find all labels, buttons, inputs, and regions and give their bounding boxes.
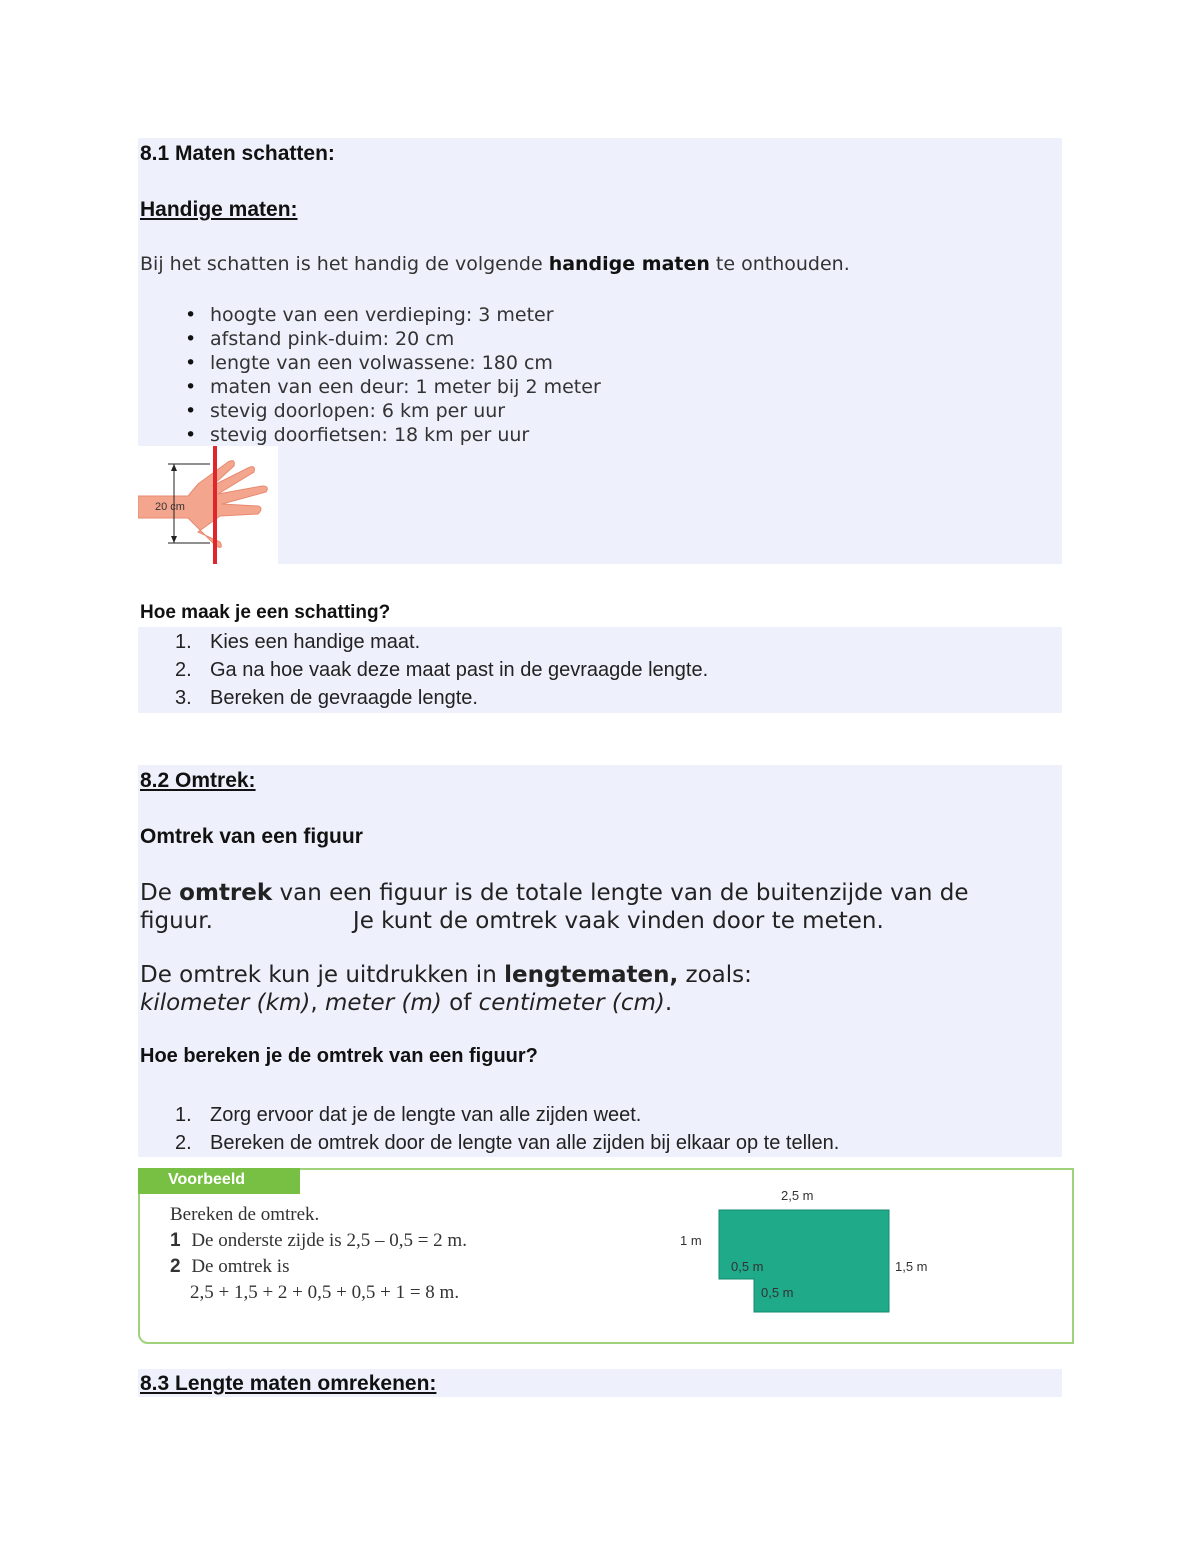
list-item: 2. Ga na hoe vaak deze maat past in de gevraagde lengte. [175, 659, 709, 681]
label-inner-2: 0,5 m [761, 1285, 794, 1300]
section-8-3-title: 8.3 Lengte maten omrekenen: [140, 1372, 437, 1395]
example-line-4: 2,5 + 1,5 + 2 + 0,5 + 0,5 + 1 = 8 m. [190, 1282, 460, 1303]
list-item: 1. Zorg ervoor dat je de lengte van alle zijden weet. [175, 1104, 642, 1126]
label-left: 1 m [680, 1233, 702, 1248]
label-top: 2,5 m [781, 1188, 814, 1203]
schatting-steps [175, 628, 708, 712]
omtrek-definition: De omtrek van een figuur is de totale lengte van de buitenzijde van de figuur. Je kunt de omtrek vaak vinden door te meten. [140, 880, 969, 934]
schatting-heading: Hoe maak je een schatting? [140, 602, 391, 623]
lengtematen-paragraph: De omtrek kun je uitdrukken in lengtematen, zoals: kilometer (km), meter (m) of centimeter (cm). [140, 962, 752, 1016]
intro-bold: handige maten [548, 253, 710, 275]
list-item: 3. Bereken de gevraagde lengte. [175, 687, 478, 709]
list-item: 1. Kies een handige maat. [175, 631, 421, 653]
hand-illustration [138, 446, 278, 564]
example-tab: Voorbeeld [138, 1168, 300, 1194]
handige-maten-list [185, 303, 601, 447]
hand-measure-label: 20 cm [155, 501, 185, 513]
list-item: • afstand pink-duim: 20 cm [185, 327, 601, 351]
list-item: • stevig doorfietsen: 18 km per uur [185, 423, 601, 447]
list-item: • maten van een deur: 1 meter bij 2 meter [185, 375, 601, 399]
omtrek-subtitle: Omtrek van een figuur [140, 825, 363, 848]
example-line-3: 2 De omtrek is [170, 1256, 290, 1277]
list-item: • lengte van een volwassene: 180 cm [185, 351, 601, 375]
intro-paragraph: Bij het schatten is het handig de volgende handige maten te onthouden. [140, 253, 850, 275]
section-8-1-title: 8.1 Maten schatten: [140, 142, 335, 165]
label-right: 1,5 m [895, 1259, 928, 1274]
omtrek-steps [175, 1101, 839, 1157]
section-8-2-title: 8.2 Omtrek: [140, 769, 256, 792]
example-line-2: 1 De onderste zijde is 2,5 – 0,5 = 2 m. [170, 1230, 467, 1251]
handige-maten-heading: Handige maten: [140, 198, 298, 221]
list-item: • stevig doorlopen: 6 km per uur [185, 399, 601, 423]
list-item: 2. Bereken de omtrek door de lengte van alle zijden bij elkaar op te tellen. [175, 1132, 840, 1154]
example-line-1: Bereken de omtrek. [170, 1204, 320, 1225]
label-inner-1: 0,5 m [731, 1259, 764, 1274]
omtrek-how-heading: Hoe bereken je de omtrek van een figuur? [140, 1045, 538, 1067]
list-item: • hoogte van een verdieping: 3 meter [185, 303, 601, 327]
